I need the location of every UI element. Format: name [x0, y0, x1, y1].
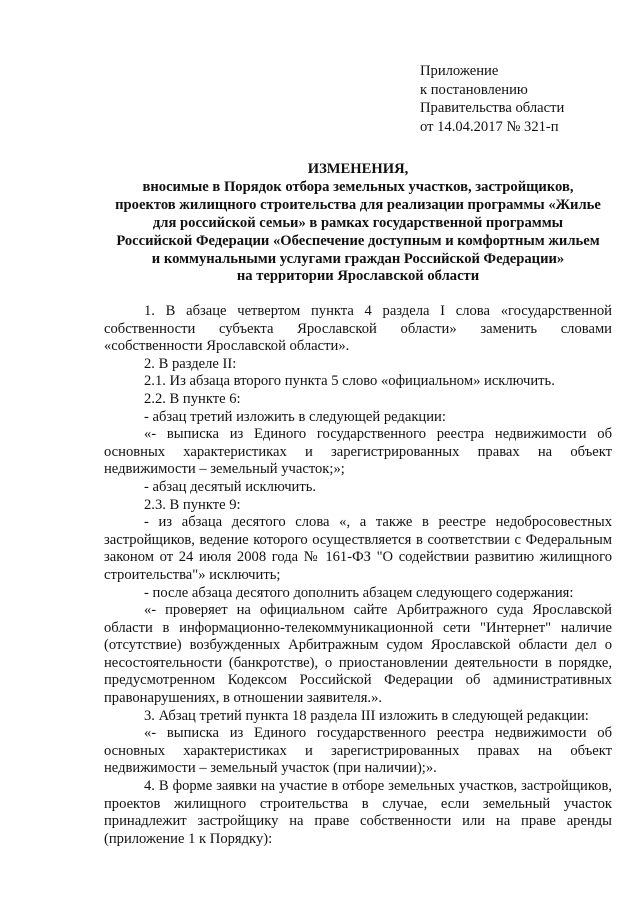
paragraph: 2.2. В пункте 6:	[144, 390, 241, 407]
paragraph: - из абзаца десятого слова «, а также в реестре недобросовестных застройщиков, ведение которого осуществляется в соответствии с Федеральным законом от 24 июля 2008 года № 161-ФЗ "О содействии развитию жилищного строительства"» исключить;	[104, 514, 612, 583]
paragraph: 2.3. В пункте 9:	[144, 496, 241, 513]
title-line: ИЗМЕНЕНИЯ,	[307, 161, 409, 177]
title-line: проектов жилищного строительства для реализации программы «Жилье	[115, 196, 601, 213]
paragraph: 1. В абзаце четвертом пункта 4 раздела I слова «государственной собственности субъекта Ярославской области» заменить словами «собственности Ярославской области».	[104, 303, 612, 355]
paragraph: «- выписка из Единого государственного реестра недвижимости об основных характеристиках и зарегистрированных правах на объект недвижимости – земельный участок;»;	[104, 426, 612, 478]
annex-line: от 14.04.2017 № 321-п	[420, 118, 559, 135]
document-body	[104, 303, 612, 848]
paragraph: - после абзаца десятого дополнить абзацем следующего содержания:	[144, 584, 574, 601]
paragraph: «- выписка из Единого государственного реестра недвижимости об основных характеристиках и зарегистрированных правах на объект недвижимости – земельный участок (при наличии);».	[104, 725, 612, 777]
title-line: и коммунальными услугами граждан Российской Федерации»	[151, 250, 565, 267]
document-title	[104, 161, 612, 286]
annex-note	[420, 62, 564, 136]
annex-line: Приложение	[420, 63, 499, 79]
title-line: на территории Ярославской области	[236, 268, 480, 285]
title-line: для российской семьи» в рамках государственной программы	[152, 214, 564, 231]
paragraph: 4. В форме заявки на участие в отборе земельных участков, застройщиков, проектов жилищного строительства в случае, если земельный участок принадлежит застройщику на праве собственности или на праве аренды (приложение 1 к Порядку):	[104, 778, 612, 847]
annex-line: Правительства области	[420, 100, 565, 116]
paragraph: 2. В разделе II:	[144, 355, 237, 372]
annex-line: к постановлению	[420, 81, 528, 98]
paragraph: 2.1. Из абзаца второго пункта 5 слово «официальном» исключить.	[144, 373, 555, 390]
title-line: вносимые в Порядок отбора земельных участков, застройщиков,	[142, 178, 574, 195]
paragraph: - абзац третий изложить в следующей редакции:	[144, 408, 446, 425]
paragraph: «- проверяет на официальном сайте Арбитражного суда Ярославской области в информационно-телекоммуникационной сети "Интернет" наличие (отсутствие) возбужденных Арбитражным судом Ярославской области дел о несостоятельности (банкротстве), о приостановлении деятельности в порядке, предусмотренном Кодексом Российской Федерации об административных правонарушениях, в отношении заявителя.».	[104, 602, 612, 707]
paragraph: - абзац десятый исключить.	[144, 478, 317, 495]
title-line: Российской Федерации «Обеспечение доступным и комфортным жильем	[116, 232, 600, 249]
paragraph: 3. Абзац третий пункта 18 раздела III изложить в следующей редакции:	[144, 707, 589, 724]
